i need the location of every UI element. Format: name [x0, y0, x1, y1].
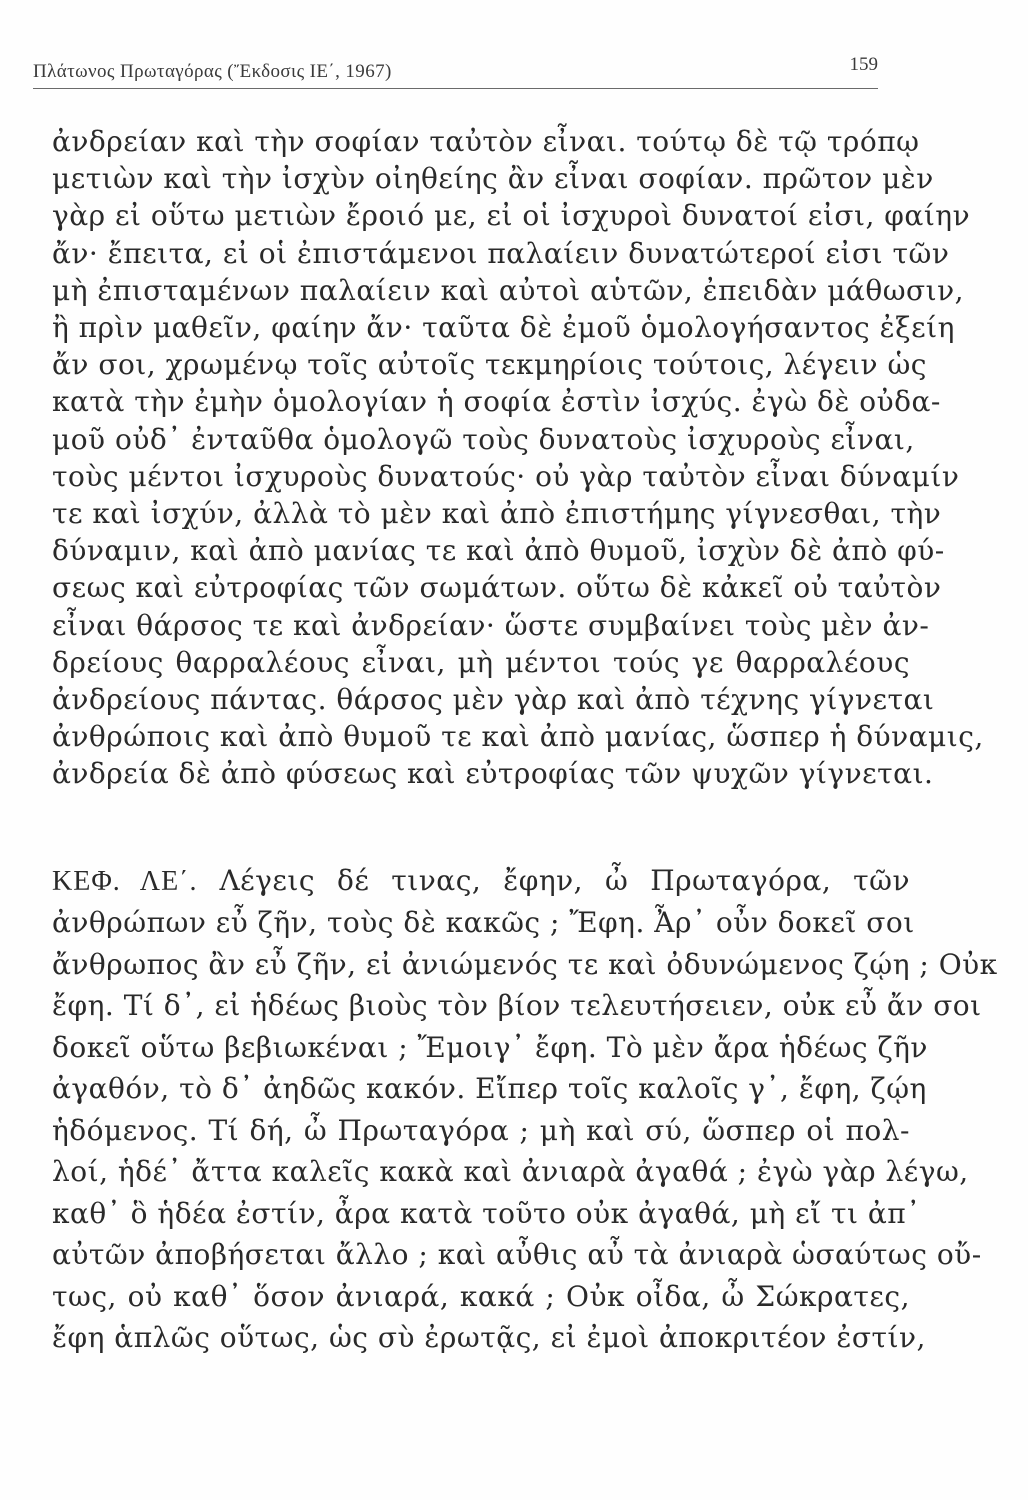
text-line: ἄνθρωπος ἂν εὖ ζῆν, εἰ ἀνιώμενός τε καὶ ὀδυνώμενος ζῴη ; Οὐκ — [52, 947, 998, 981]
text-line: δοκεῖ οὕτω βεβιωκέναι ; Ἔμοιγ᾽ ἔφη. Τὸ μὲν ἄρα ἡδέως ζῆν — [52, 1030, 928, 1064]
text-line: λοί, ἡδέ᾽ ἄττα καλεῖς κακὰ καὶ ἀνιαρὰ ἀγαθά ; ἐγὼ γὰρ λέγω, — [52, 1155, 969, 1189]
text-line: ἔφη ἁπλῶς οὕτως, ὡς σὺ ἐρωτᾷς, εἰ ἐμοὶ ἀποκριτέον ἐστίν, — [52, 1321, 926, 1355]
text-line: δρείους θαρραλέους εἶναι, μὴ μέντοι τούς γε θαρραλέους — [52, 645, 910, 679]
text-line: τως, οὐ καθ᾽ ὅσον ἀνιαρά, κακά ; Οὐκ οἶδα, ὦ Σώκρατες, — [52, 1279, 910, 1313]
text-line: ἀνδρεία δὲ ἀπὸ φύσεως καὶ εὐτροφίας τῶν ψυχῶν γίγνεται. — [52, 757, 934, 791]
page-number: 159 — [849, 54, 878, 75]
chapter-heading: ΚΕΦ. ΛΕ΄. — [52, 865, 198, 897]
text-line: γὰρ εἰ οὕτω μετιὼν ἔροιό με, εἰ οἱ ἰσχυροὶ δυνατοί εἰσι, φαίην — [52, 199, 971, 233]
text-line: ἔφη. Τί δ᾽, εἰ ἡδέως βιοὺς τὸν βίον τελευτήσειεν, οὐκ εὖ ἄν σοι — [52, 989, 982, 1023]
text-line: ἀνδρείαν καὶ τὴν σοφίαν ταὐτὸν εἶναι. τούτῳ δὲ τῷ τρόπῳ — [52, 125, 920, 158]
paragraph-2 — [52, 860, 998, 1359]
chapter-first-line-text: Λέγεις δέ τινας, ἔφην, ὦ Πρωταγόρα, τῶν — [197, 863, 910, 897]
text-line: εἶναι θάρσος τε καὶ ἀνδρείαν· ὥστε συμβαίνει τοὺς μὲν ἀν- — [52, 608, 930, 642]
text-line: ἄν σοι, χρωμένῳ τοῖς αὐτοῖς τεκμηρίοις τούτοις, λέγειν ὡς — [52, 348, 927, 382]
text-line: ἢ πρὶν μαθεῖν, φαίην ἄν· ταῦτα δὲ ἐμοῦ ὁμολογήσαντος ἐξείη — [52, 311, 955, 345]
text-line: τοὺς μέντοι ἰσχυροὺς δυνατούς· οὐ γὰρ ταὐτὸν εἶναι δύναμίν — [52, 459, 960, 493]
text-line: ἀνθρώποις καὶ ἀπὸ θυμοῦ τε καὶ ἀπὸ μανίας, ὥσπερ ἡ δύναμις, — [52, 720, 984, 754]
text-line: σεως καὶ εὐτροφίας τῶν σωμάτων. οὕτω δὲ κἀκεῖ οὐ ταὐτὸν — [52, 571, 942, 605]
text-line: ἀνδρείους πάντας. θάρσος μὲν γὰρ καὶ ἀπὸ τέχνης γίγνεται — [52, 683, 935, 717]
text-line: μοῦ οὐδ᾽ ἐνταῦθα ὁμολογῶ τοὺς δυνατοὺς ἰσχυροὺς εἶναι, — [52, 422, 915, 456]
paragraph-1 — [52, 123, 984, 793]
text-line: αὐτῶν ἀποβήσεται ἄλλο ; καὶ αὖθις αὖ τὰ ἀνιαρὰ ὡσαύτως οὔ- — [52, 1238, 982, 1272]
text-line: ἡδόμενος. Τί δή, ὦ Πρωταγόρα ; μὴ καὶ σύ, ὥσπερ οἱ πολ- — [52, 1113, 910, 1147]
text-line: κατὰ τὴν ἐμὴν ὁμολογίαν ἡ σοφία ἐστὶν ἰσχύς. ἐγὼ δὲ οὐδα- — [52, 385, 941, 419]
text-line: δύναμιν, καὶ ἀπὸ μανίας τε καὶ ἀπὸ θυμοῦ, ἰσχὺν δὲ ἀπὸ φύ- — [52, 534, 945, 568]
text-line: τε καὶ ἰσχύν, ἀλλὰ τὸ μὲν καὶ ἀπὸ ἐπιστήμης γίγνεσθαι, τὴν — [52, 497, 942, 531]
text-line: μὴ ἐπισταμένων παλαίειν καὶ αὐτοὶ αὑτῶν, ἐπειδὰν μάθωσιν, — [52, 273, 965, 307]
body-text — [52, 123, 998, 1359]
text-line: ἄν· ἔπειτα, εἰ οἱ ἐπιστάμενοι παλαίειν δυνατώτεροί εἰσι τῶν — [52, 236, 950, 270]
text-line: καθ᾽ ὃ ἡδέα ἐστίν, ἆρα κατὰ τοῦτο οὐκ ἀγαθά, μὴ εἴ τι ἀπ᾽ — [52, 1196, 921, 1230]
running-title: Πλάτωνος Πρωταγόρας (Ἔκδοσις ΙΕ΄, 1967) — [33, 61, 392, 82]
text-line: ἀνθρώπων εὖ ζῆν, τοὺς δὲ κακῶς ; Ἔφη. Ἆρ᾽ οὖν δοκεῖ σοι — [52, 906, 915, 940]
text-line: ἀγαθόν, τὸ δ᾽ ἀηδῶς κακόν. Εἴπερ τοῖς καλοῖς γ᾽, ἔφη, ζῴη — [52, 1072, 927, 1106]
chapter-first-line — [52, 860, 910, 903]
text-line: μετιὼν καὶ τὴν ἰσχὺν οἰηθείης ἂν εἶναι σοφίαν. πρῶτον μὲν — [52, 162, 934, 196]
running-head — [33, 54, 878, 89]
